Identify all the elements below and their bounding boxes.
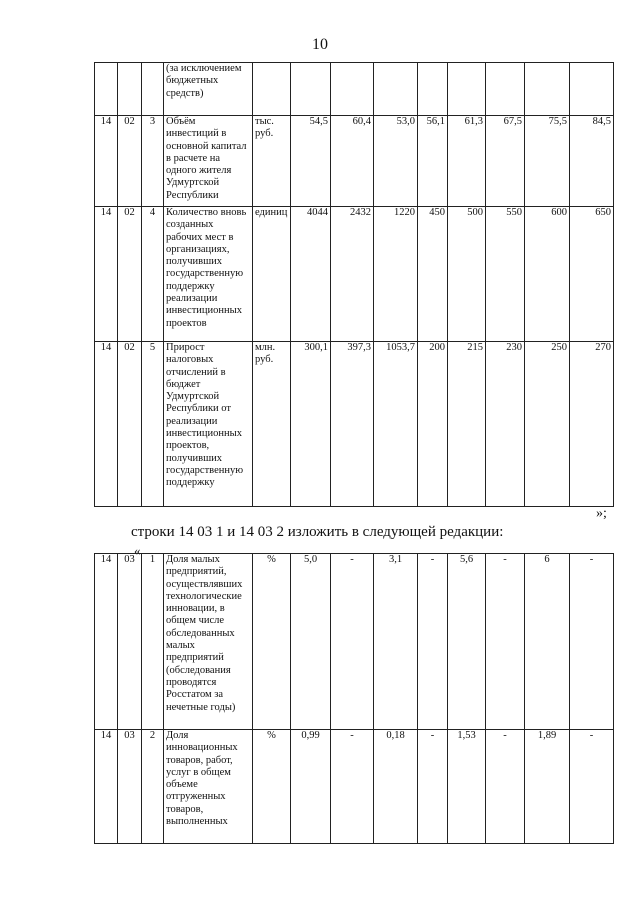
opening-quote: « [134, 543, 141, 558]
subsection-code: 03 [118, 730, 142, 844]
value-cell: 61,3 [448, 116, 486, 207]
value-cell: 250 [525, 342, 570, 507]
indicators-table-amended [94, 553, 614, 844]
unit-cell: тыс. руб. [253, 116, 291, 207]
indicators-table-continued [94, 62, 614, 507]
table-row [95, 730, 614, 844]
table-row [95, 342, 614, 507]
section-code: 14 [95, 342, 118, 507]
subsection-code [118, 63, 142, 116]
value-cell: 3,1 [374, 554, 418, 730]
value-cell [570, 63, 614, 116]
indicator-name: Прирост налоговых отчислений в бюджет Удмуртской Республики от реализации инвестиционных проектов, получивших государственную поддержку [164, 342, 253, 507]
value-cell: 1,53 [448, 730, 486, 844]
subsection-code: 03 [118, 554, 142, 730]
value-cell [486, 63, 525, 116]
row-number: 3 [142, 116, 164, 207]
row-number: 5 [142, 342, 164, 507]
section-code [95, 63, 118, 116]
value-cell: 4044 [291, 207, 331, 342]
value-cell: - [570, 730, 614, 844]
value-cell: 60,4 [331, 116, 374, 207]
indicator-name: Количество вновь созданных рабочих мест в организациях, получивших государственную поддержку реализации инвестиционных проектов [164, 207, 253, 342]
subsection-code: 02 [118, 207, 142, 342]
value-cell: - [331, 730, 374, 844]
value-cell [331, 63, 374, 116]
closing-quote: »; [596, 506, 607, 521]
value-cell: 1053,7 [374, 342, 418, 507]
page-number: 10 [312, 36, 328, 53]
value-cell: 500 [448, 207, 486, 342]
value-cell: - [570, 554, 614, 730]
value-cell: 75,5 [525, 116, 570, 207]
value-cell: 600 [525, 207, 570, 342]
row-number: 4 [142, 207, 164, 342]
section-code: 14 [95, 730, 118, 844]
value-cell: 84,5 [570, 116, 614, 207]
value-cell [448, 63, 486, 116]
value-cell: 650 [570, 207, 614, 342]
table-row [95, 116, 614, 207]
value-cell: 1220 [374, 207, 418, 342]
table-row [95, 63, 614, 116]
value-cell: 300,1 [291, 342, 331, 507]
row-number: 2 [142, 730, 164, 844]
value-cell: 67,5 [486, 116, 525, 207]
unit-cell: млн. руб. [253, 342, 291, 507]
section-code: 14 [95, 554, 118, 730]
indicator-name: (за исключением бюджетных средств) [164, 63, 253, 116]
value-cell: 215 [448, 342, 486, 507]
value-cell: 230 [486, 342, 525, 507]
unit-cell: единиц [253, 207, 291, 342]
indicator-name: Объём инвестиций в основной капитал в расчете на одного жителя Удмуртской Республики [164, 116, 253, 207]
indicator-name: Доля инновационных товаров, работ, услуг в общем объеме отгруженных товаров, выполненных [164, 730, 253, 844]
value-cell: 6 [525, 554, 570, 730]
value-cell: 5,6 [448, 554, 486, 730]
value-cell: - [331, 554, 374, 730]
row-number: 1 [142, 554, 164, 730]
unit-cell: % [253, 554, 291, 730]
value-cell: 53,0 [374, 116, 418, 207]
value-cell [291, 63, 331, 116]
unit-cell [253, 63, 291, 116]
section-code: 14 [95, 207, 118, 342]
value-cell: - [486, 554, 525, 730]
value-cell: 54,5 [291, 116, 331, 207]
value-cell [418, 63, 448, 116]
value-cell: 450 [418, 207, 448, 342]
row-number [142, 63, 164, 116]
value-cell: 2432 [331, 207, 374, 342]
table-row [95, 554, 614, 730]
subsection-code: 02 [118, 116, 142, 207]
value-cell: 0,18 [374, 730, 418, 844]
value-cell: 0,99 [291, 730, 331, 844]
value-cell: 1,89 [525, 730, 570, 844]
table-row [95, 207, 614, 342]
value-cell [374, 63, 418, 116]
value-cell: - [418, 554, 448, 730]
unit-cell: % [253, 730, 291, 844]
value-cell: 200 [418, 342, 448, 507]
section-code: 14 [95, 116, 118, 207]
amendment-instruction: строки 14 03 1 и 14 03 2 изложить в следующей редакции: [131, 524, 504, 540]
value-cell: 5,0 [291, 554, 331, 730]
indicator-name: Доля малых предприятий, осуществлявших технологические инновации, в общем числе обследованных малых предприятий (обследования проводятся Росстатом за нечетные годы) [164, 554, 253, 730]
value-cell: - [486, 730, 525, 844]
value-cell: 270 [570, 342, 614, 507]
value-cell: 550 [486, 207, 525, 342]
value-cell: - [418, 730, 448, 844]
subsection-code: 02 [118, 342, 142, 507]
value-cell: 56,1 [418, 116, 448, 207]
value-cell: 397,3 [331, 342, 374, 507]
value-cell [525, 63, 570, 116]
